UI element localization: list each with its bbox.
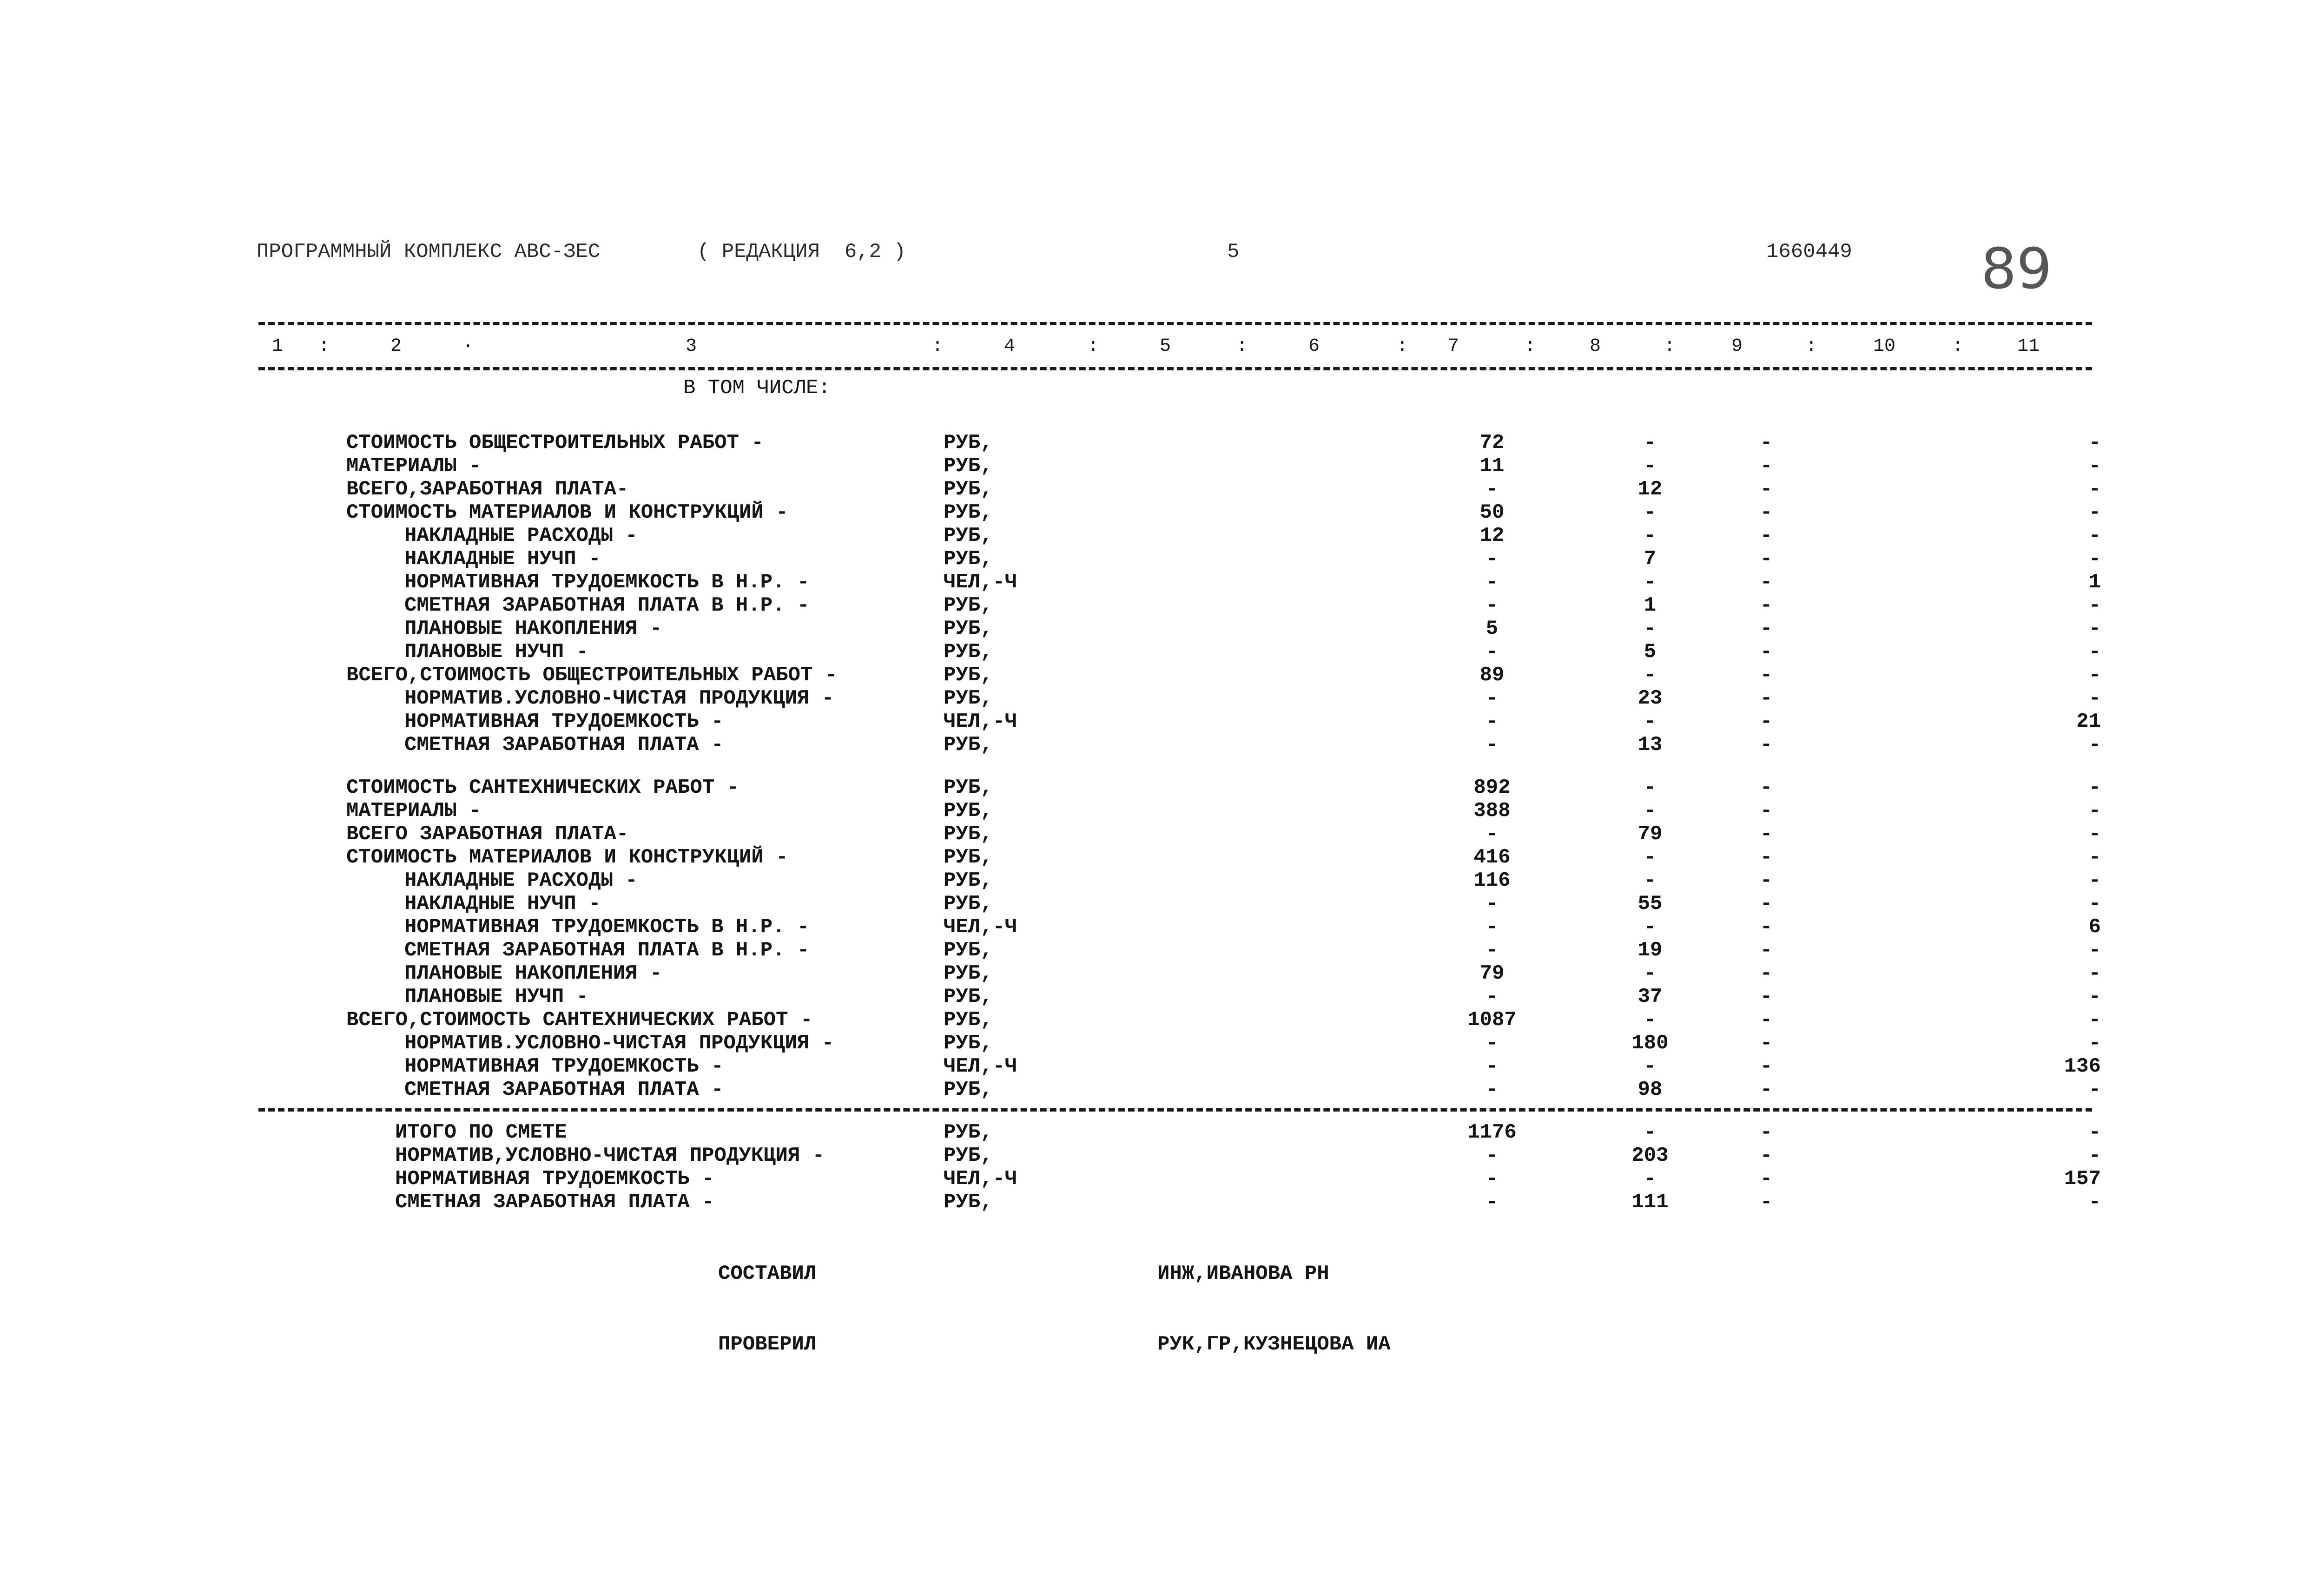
column-number: 10 <box>1873 336 1896 357</box>
value-col-8: 1 <box>1644 594 1657 617</box>
value-col-11: - <box>2088 1144 2101 1167</box>
row-unit: РУБ, <box>944 594 993 617</box>
row-unit: РУБ, <box>944 962 993 985</box>
column-number: 8 <box>1590 336 1601 357</box>
value-col-9: - <box>1760 1121 1773 1144</box>
row-unit: РУБ, <box>944 687 993 710</box>
value-col-11: - <box>2088 594 2101 617</box>
table-row <box>0 1078 2324 1101</box>
table-row <box>0 892 2324 915</box>
row-unit: ЧЕЛ,-Ч <box>944 1167 1017 1191</box>
value-col-9: - <box>1760 1191 1773 1214</box>
column-number: : <box>1952 336 1964 357</box>
column-number: : <box>1236 336 1248 357</box>
value-col-8: 23 <box>1637 687 1663 710</box>
column-number: 3 <box>686 336 697 357</box>
row-label: ВСЕГО,СТОИМОСТЬ САНТЕХНИЧЕСКИХ РАБОТ - <box>346 1008 813 1032</box>
table-row <box>0 1121 2324 1144</box>
row-unit: ЧЕЛ,-Ч <box>944 1055 1017 1078</box>
value-col-8: - <box>1644 915 1657 939</box>
page-number: 89 <box>1981 237 2052 302</box>
row-label: СТОИМОСТЬ МАТЕРИАЛОВ И КОНСТРУКЦИЙ - <box>346 501 788 524</box>
row-label: НАКЛАДНЫЕ РАСХОДЫ - <box>404 524 638 547</box>
value-col-9: - <box>1760 501 1773 524</box>
value-col-9: - <box>1760 799 1773 823</box>
row-label: НАКЛАДНЫЕ НУЧП - <box>404 547 601 571</box>
table-row <box>0 478 2324 501</box>
value-col-11: - <box>2088 846 2101 869</box>
column-number: : <box>1088 336 1099 357</box>
value-col-9: - <box>1760 454 1773 478</box>
row-label: ВСЕГО,СТОИМОСТЬ ОБЩЕСТРОИТЕЛЬНЫХ РАБОТ - <box>346 664 838 687</box>
row-unit: ЧЕЛ,-Ч <box>944 915 1017 939</box>
value-col-8: 37 <box>1637 985 1663 1008</box>
row-label: СТОИМОСТЬ САНТЕХНИЧЕСКИХ РАБОТ - <box>346 776 739 799</box>
value-col-8: 79 <box>1637 823 1663 846</box>
column-number: : <box>932 336 944 357</box>
value-col-8: 13 <box>1637 733 1663 757</box>
column-number: : <box>1525 336 1536 357</box>
table-row <box>0 939 2324 962</box>
value-col-8: - <box>1644 431 1657 454</box>
table-row <box>0 594 2324 617</box>
value-col-9: - <box>1760 617 1773 640</box>
value-col-7: - <box>1486 547 1499 571</box>
value-col-11: - <box>2088 776 2101 799</box>
edition-label: ( РЕДАКЦИЯ 6,2 ) <box>697 240 906 263</box>
value-col-7: 1176 <box>1467 1121 1517 1144</box>
value-col-8: 12 <box>1637 478 1663 501</box>
document-code: 1660449 <box>1766 240 1852 263</box>
row-label: НАКЛАДНЫЕ РАСХОДЫ - <box>404 869 638 892</box>
table-row <box>0 1167 2324 1191</box>
compiled-label: СОСТАВИЛ <box>718 1262 817 1285</box>
table-row <box>0 617 2324 640</box>
value-col-8: - <box>1644 1167 1657 1191</box>
column-number: : <box>1664 336 1676 357</box>
row-unit: ЧЕЛ,-Ч <box>944 710 1017 733</box>
row-label: НОРМАТИВНАЯ ТРУДОЕМКОСТЬ - <box>395 1167 714 1191</box>
value-col-9: - <box>1760 524 1773 547</box>
row-label: НОРМАТИВНАЯ ТРУДОЕМКОСТЬ - <box>404 710 724 733</box>
row-label: ПЛАНОВЫЕ НУЧП - <box>404 985 589 1008</box>
value-col-8: 180 <box>1631 1032 1669 1055</box>
value-col-9: - <box>1760 710 1773 733</box>
value-col-11: 157 <box>2064 1167 2101 1191</box>
value-col-7: - <box>1486 892 1499 915</box>
row-unit: РУБ, <box>944 985 993 1008</box>
table-row <box>0 1055 2324 1078</box>
value-col-8: 19 <box>1637 939 1663 962</box>
column-number: : <box>1806 336 1817 357</box>
column-number: 11 <box>2017 336 2040 357</box>
value-col-9: - <box>1760 1144 1773 1167</box>
table-row <box>0 1032 2324 1055</box>
table-row <box>0 915 2324 939</box>
row-label: ВСЕГО,ЗАРАБОТНАЯ ПЛАТА- <box>346 478 629 501</box>
row-unit: РУБ, <box>944 1191 993 1214</box>
value-col-8: - <box>1644 846 1657 869</box>
program-title: ПРОГРАММНЫЙ КОМПЛЕКС АВС-ЗЕС <box>257 240 601 263</box>
row-label: ПЛАНОВЫЕ НАКОПЛЕНИЯ - <box>404 962 662 985</box>
totals-rule <box>258 1108 2092 1112</box>
value-col-7: - <box>1486 478 1499 501</box>
value-col-8: - <box>1644 571 1657 594</box>
table-row <box>0 501 2324 524</box>
value-col-9: - <box>1760 431 1773 454</box>
value-col-9: - <box>1760 1008 1773 1032</box>
value-col-7: 12 <box>1479 524 1505 547</box>
value-col-9: - <box>1760 640 1773 664</box>
table-row <box>0 962 2324 985</box>
value-col-8: - <box>1644 1121 1657 1144</box>
row-unit: РУБ, <box>944 869 993 892</box>
value-col-9: - <box>1760 1055 1773 1078</box>
value-col-11: - <box>2088 799 2101 823</box>
table-row <box>0 733 2324 757</box>
column-number: 2 <box>390 336 402 357</box>
table-row <box>0 571 2324 594</box>
column-number: 9 <box>1731 336 1743 357</box>
value-col-11: - <box>2088 1078 2101 1101</box>
value-col-7: 892 <box>1473 776 1511 799</box>
table-row <box>0 1008 2324 1032</box>
value-col-8: - <box>1644 454 1657 478</box>
value-col-8: - <box>1644 710 1657 733</box>
row-unit: РУБ, <box>944 501 993 524</box>
row-unit: РУБ, <box>944 892 993 915</box>
value-col-11: - <box>2088 640 2101 664</box>
value-col-7: 1087 <box>1467 1008 1517 1032</box>
value-col-9: - <box>1760 776 1773 799</box>
row-label: НОРМАТИВ,УСЛОВНО-ЧИСТАЯ ПРОДУКЦИЯ - <box>395 1144 825 1167</box>
row-unit: РУБ, <box>944 799 993 823</box>
value-col-8: - <box>1644 1008 1657 1032</box>
table-row <box>0 823 2324 846</box>
table-row <box>0 454 2324 478</box>
value-col-8: - <box>1644 962 1657 985</box>
value-col-9: - <box>1760 571 1773 594</box>
value-col-11: 6 <box>2088 915 2101 939</box>
value-col-7: 11 <box>1479 454 1505 478</box>
value-col-7: - <box>1486 571 1499 594</box>
column-number: 6 <box>1308 336 1320 357</box>
value-col-7: - <box>1486 733 1499 757</box>
row-unit: РУБ, <box>944 524 993 547</box>
column-number: 5 <box>1160 336 1171 357</box>
value-col-8: - <box>1644 501 1657 524</box>
value-col-8: - <box>1644 776 1657 799</box>
row-unit: РУБ, <box>944 846 993 869</box>
value-col-7: - <box>1486 1078 1499 1101</box>
row-label: СМЕТНАЯ ЗАРАБОТНАЯ ПЛАТА - <box>395 1191 714 1214</box>
value-col-11: - <box>2088 524 2101 547</box>
row-unit: РУБ, <box>944 733 993 757</box>
column-number: 4 <box>1004 336 1016 357</box>
value-col-11: - <box>2088 985 2101 1008</box>
table-row <box>0 985 2324 1008</box>
value-col-11: - <box>2088 664 2101 687</box>
table-row <box>0 547 2324 571</box>
value-col-11: - <box>2088 1191 2101 1214</box>
value-col-9: - <box>1760 846 1773 869</box>
value-col-7: - <box>1486 939 1499 962</box>
value-col-7: - <box>1486 1144 1499 1167</box>
value-col-9: - <box>1760 985 1773 1008</box>
row-label: СМЕТНАЯ ЗАРАБОТНАЯ ПЛАТА - <box>404 733 724 757</box>
value-col-11: - <box>2088 617 2101 640</box>
value-col-7: 416 <box>1473 846 1511 869</box>
value-col-7: - <box>1486 640 1499 664</box>
column-number: : <box>318 336 330 357</box>
compiled-name: ИНЖ,ИВАНОВА РН <box>1157 1262 1329 1285</box>
value-col-8: - <box>1644 1055 1657 1078</box>
value-col-7: 89 <box>1479 664 1505 687</box>
table-row <box>0 431 2324 454</box>
value-col-7: 5 <box>1486 617 1499 640</box>
row-unit: РУБ, <box>944 617 993 640</box>
header-bottom-rule <box>258 367 2092 370</box>
column-number: 1 <box>272 336 284 357</box>
checked-label: ПРОВЕРИЛ <box>718 1333 817 1356</box>
value-col-9: - <box>1760 892 1773 915</box>
row-label: ПЛАНОВЫЕ НУЧП - <box>404 640 589 664</box>
value-col-8: - <box>1644 617 1657 640</box>
row-label: НОРМАТИВ.УСЛОВНО-ЧИСТАЯ ПРОДУКЦИЯ - <box>404 1032 834 1055</box>
value-col-9: - <box>1760 733 1773 757</box>
value-col-9: - <box>1760 594 1773 617</box>
value-col-8: 203 <box>1631 1144 1669 1167</box>
value-col-8: - <box>1644 799 1657 823</box>
value-col-7: 116 <box>1473 869 1511 892</box>
value-col-11: - <box>2088 869 2101 892</box>
subheading: В ТОМ ЧИСЛЕ: <box>683 376 831 400</box>
value-col-7: 388 <box>1473 799 1511 823</box>
row-unit: РУБ, <box>944 664 993 687</box>
row-unit: РУБ, <box>944 1078 993 1101</box>
table-row <box>0 776 2324 799</box>
row-unit: РУБ, <box>944 454 993 478</box>
value-col-9: - <box>1760 939 1773 962</box>
value-col-8: 7 <box>1644 547 1657 571</box>
row-label: ПЛАНОВЫЕ НАКОПЛЕНИЯ - <box>404 617 662 640</box>
row-unit: РУБ, <box>944 823 993 846</box>
value-col-7: - <box>1486 1032 1499 1055</box>
value-col-7: - <box>1486 1055 1499 1078</box>
table-row <box>0 524 2324 547</box>
table-row <box>0 869 2324 892</box>
value-col-8: - <box>1644 869 1657 892</box>
row-label: НОРМАТИВНАЯ ТРУДОЕМКОСТЬ - <box>404 1055 724 1078</box>
row-label: МАТЕРИАЛЫ - <box>346 799 482 823</box>
row-unit: ЧЕЛ,-Ч <box>944 571 1017 594</box>
row-label: ИТОГО ПО СМЕТЕ <box>395 1121 567 1144</box>
row-label: СТОИМОСТЬ ОБЩЕСТРОИТЕЛЬНЫХ РАБОТ - <box>346 431 764 454</box>
value-col-11: 136 <box>2064 1055 2101 1078</box>
value-col-8: - <box>1644 664 1657 687</box>
table-row <box>0 664 2324 687</box>
checked-name: РУК,ГР,КУЗНЕЦОВА ИА <box>1157 1333 1391 1356</box>
value-col-11: 1 <box>2088 571 2101 594</box>
table-row <box>0 799 2324 823</box>
row-label: МАТЕРИАЛЫ - <box>346 454 482 478</box>
table-row <box>0 1191 2324 1214</box>
row-unit: РУБ, <box>944 640 993 664</box>
value-col-8: 98 <box>1637 1078 1663 1101</box>
value-col-7: - <box>1486 1191 1499 1214</box>
column-number: : <box>1397 336 1408 357</box>
row-unit: РУБ, <box>944 776 993 799</box>
value-col-8: 5 <box>1644 640 1657 664</box>
row-label: НОРМАТИВ.УСЛОВНО-ЧИСТАЯ ПРОДУКЦИЯ - <box>404 687 834 710</box>
value-col-11: - <box>2088 1008 2101 1032</box>
value-col-8: - <box>1644 524 1657 547</box>
value-col-9: - <box>1760 478 1773 501</box>
value-col-11: - <box>2088 823 2101 846</box>
value-col-9: - <box>1760 962 1773 985</box>
value-col-9: - <box>1760 547 1773 571</box>
row-unit: РУБ, <box>944 1008 993 1032</box>
value-col-11: - <box>2088 892 2101 915</box>
value-col-7: - <box>1486 1167 1499 1191</box>
value-col-11: - <box>2088 454 2101 478</box>
value-col-9: - <box>1760 823 1773 846</box>
value-col-11: 21 <box>2076 710 2101 733</box>
table-row <box>0 687 2324 710</box>
value-col-9: - <box>1760 687 1773 710</box>
column-number: · <box>462 336 474 357</box>
table-row <box>0 846 2324 869</box>
value-col-8: 55 <box>1637 892 1663 915</box>
row-label: НАКЛАДНЫЕ НУЧП - <box>404 892 601 915</box>
value-col-7: - <box>1486 687 1499 710</box>
row-label: СМЕТНАЯ ЗАРАБОТНАЯ ПЛАТА В Н.Р. - <box>404 939 810 962</box>
value-col-9: - <box>1760 869 1773 892</box>
row-label: НОРМАТИВНАЯ ТРУДОЕМКОСТЬ В Н.Р. - <box>404 915 810 939</box>
value-col-7: - <box>1486 710 1499 733</box>
value-col-7: 50 <box>1479 501 1505 524</box>
value-col-11: - <box>2088 1121 2101 1144</box>
sheet-number: 5 <box>1227 240 1240 263</box>
value-col-11: - <box>2088 431 2101 454</box>
value-col-11: - <box>2088 547 2101 571</box>
row-unit: РУБ, <box>944 1032 993 1055</box>
table-row <box>0 640 2324 664</box>
table-row <box>0 710 2324 733</box>
value-col-9: - <box>1760 1078 1773 1101</box>
value-col-9: - <box>1760 664 1773 687</box>
row-label: СМЕТНАЯ ЗАРАБОТНАЯ ПЛАТА - <box>404 1078 724 1101</box>
value-col-7: 72 <box>1479 431 1505 454</box>
top-rule <box>258 322 2092 325</box>
column-number: 7 <box>1448 336 1459 357</box>
value-col-11: - <box>2088 1032 2101 1055</box>
row-unit: РУБ, <box>944 1144 993 1167</box>
value-col-11: - <box>2088 478 2101 501</box>
value-col-7: - <box>1486 594 1499 617</box>
row-unit: РУБ, <box>944 1121 993 1144</box>
row-label: ВСЕГО ЗАРАБОТНАЯ ПЛАТА- <box>346 823 629 846</box>
value-col-11: - <box>2088 733 2101 757</box>
value-col-11: - <box>2088 501 2101 524</box>
row-label: СМЕТНАЯ ЗАРАБОТНАЯ ПЛАТА В Н.Р. - <box>404 594 810 617</box>
row-label: НОРМАТИВНАЯ ТРУДОЕМКОСТЬ В Н.Р. - <box>404 571 810 594</box>
value-col-9: - <box>1760 1032 1773 1055</box>
value-col-7: - <box>1486 823 1499 846</box>
value-col-8: 111 <box>1631 1191 1669 1214</box>
row-label: СТОИМОСТЬ МАТЕРИАЛОВ И КОНСТРУКЦИЙ - <box>346 846 788 869</box>
value-col-9: - <box>1760 915 1773 939</box>
value-col-11: - <box>2088 939 2101 962</box>
row-unit: РУБ, <box>944 478 993 501</box>
table-row <box>0 1144 2324 1167</box>
value-col-11: - <box>2088 962 2101 985</box>
value-col-11: - <box>2088 687 2101 710</box>
value-col-7: 79 <box>1479 962 1505 985</box>
value-col-9: - <box>1760 1167 1773 1191</box>
row-unit: РУБ, <box>944 547 993 571</box>
value-col-7: - <box>1486 985 1499 1008</box>
value-col-7: - <box>1486 915 1499 939</box>
row-unit: РУБ, <box>944 939 993 962</box>
row-unit: РУБ, <box>944 431 993 454</box>
